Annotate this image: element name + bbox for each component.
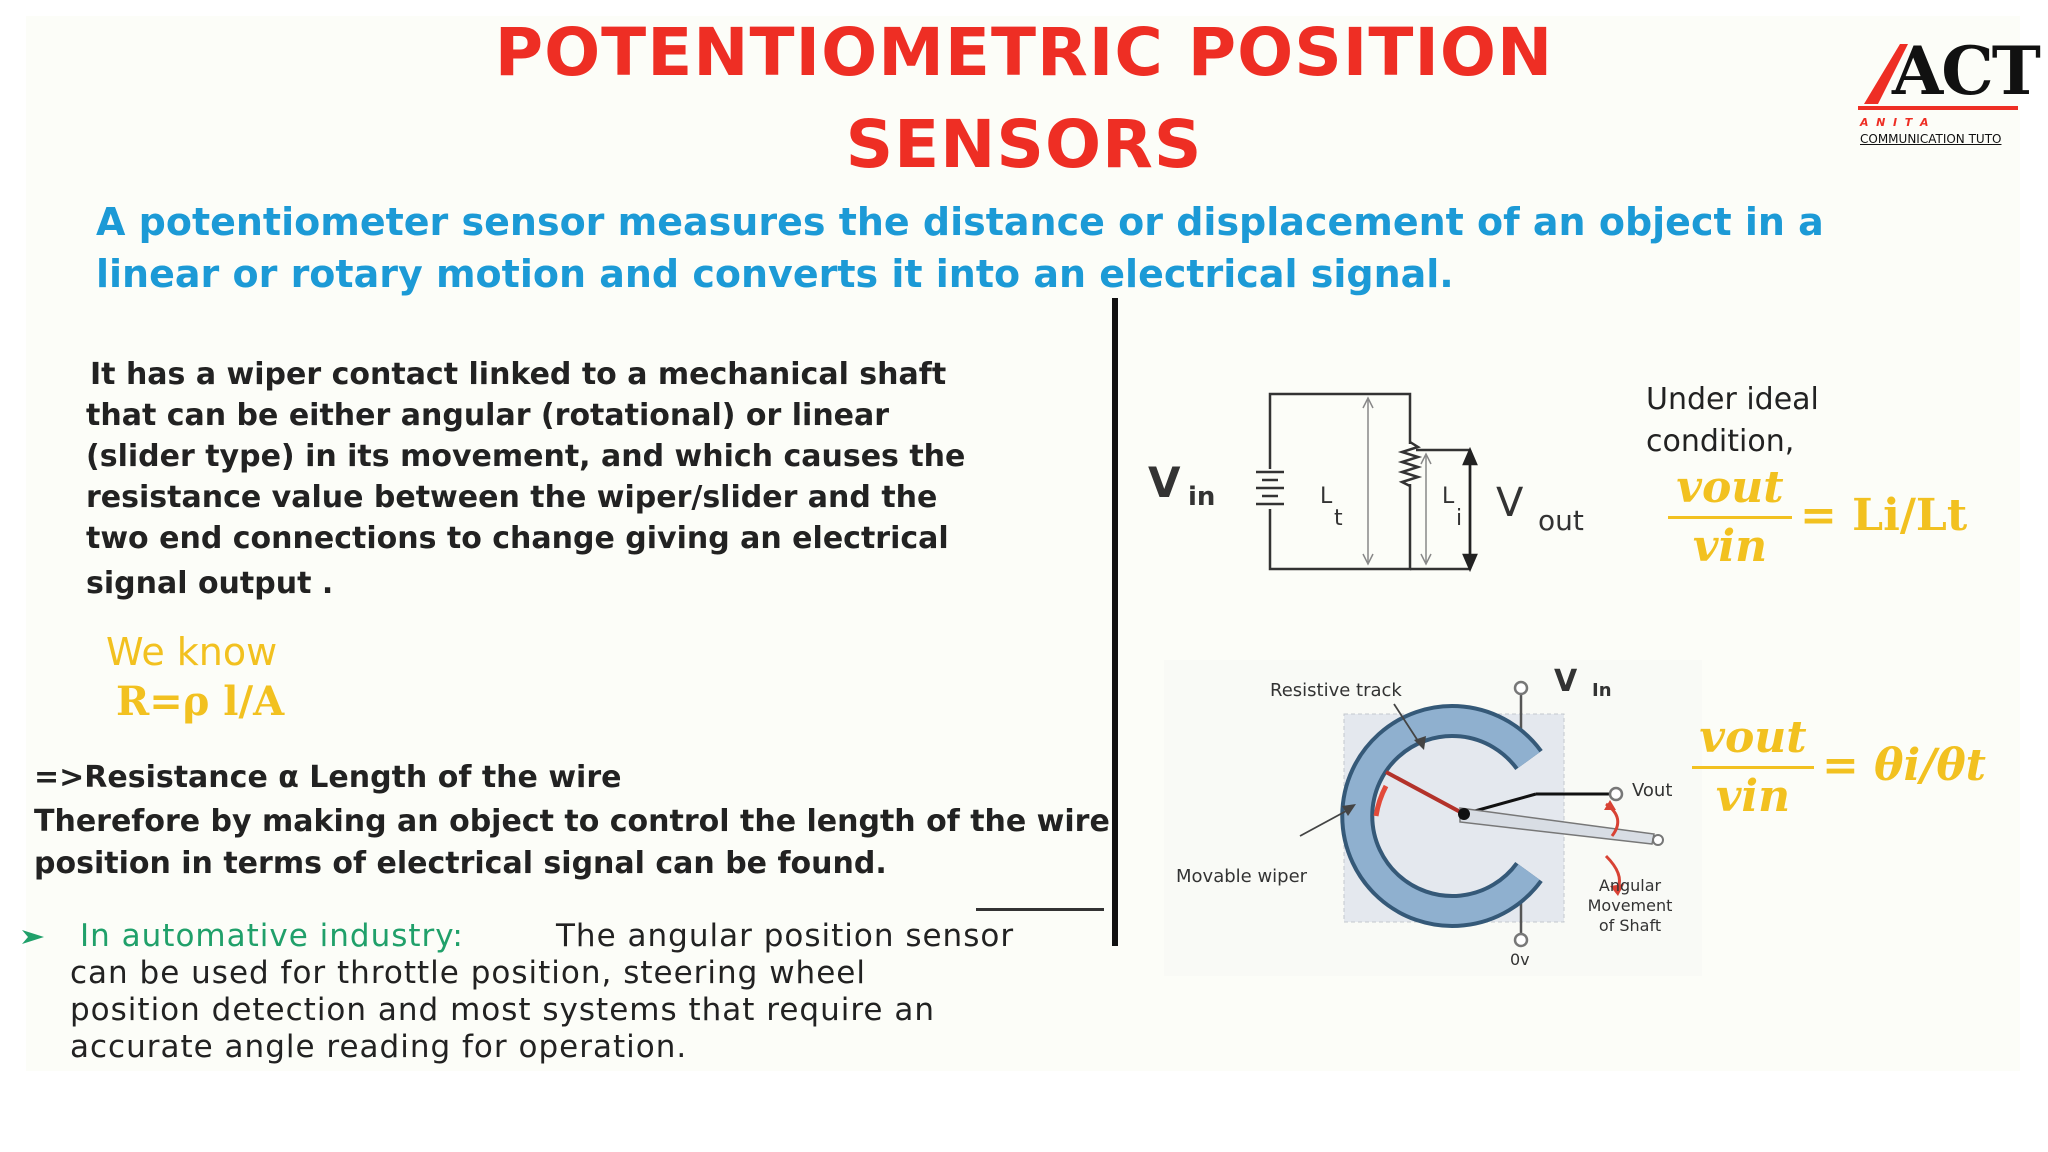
bullet-line4: accurate angle reading for operation. <box>70 1029 688 1065</box>
bullet-line2: can be used for throttle position, steering wheel <box>70 955 866 991</box>
ideal-fraction-denominator: vin <box>1692 521 1768 572</box>
subtitle-line1: A potentiometer sensor measures the distance or displacement of an object in a <box>96 200 1824 244</box>
rotary-resistive-track-label: Resistive track <box>1270 680 1402 701</box>
page-title-line2: SENSORS <box>845 106 1203 183</box>
circuit-lt-sub: t <box>1334 506 1343 531</box>
description-line: that can be either angular (rotational) or linear <box>86 398 890 433</box>
ideal-fraction <box>1668 460 1792 575</box>
ideal-condition-line1: Under ideal <box>1646 382 1819 417</box>
rotary-vin-sub: In <box>1592 680 1612 701</box>
vertical-divider <box>1112 298 1118 946</box>
ideal-fraction-numerator: vout <box>1676 462 1784 513</box>
rotary-ground-label: 0v <box>1510 950 1530 969</box>
circuit-li-label: L <box>1442 484 1455 509</box>
rotary-angular-line2: Movement <box>1587 896 1673 915</box>
bullet-line1: The angular position sensor <box>556 918 1015 954</box>
description-paragraph <box>86 354 1116 604</box>
ideal-condition-line2: condition, <box>1646 424 1795 459</box>
circuit-vout-label: V <box>1496 480 1524 526</box>
we-know-label: We know <box>106 630 278 674</box>
description-line: (slider type) in its movement, and which causes the <box>86 439 966 474</box>
description-line: two end connections to change giving an electrical <box>86 521 949 556</box>
logo-mark: ACT <box>1892 32 2039 110</box>
ideal-formula-rhs: = Li/Lt <box>1800 490 1968 541</box>
bullet-arrow-icon <box>22 928 46 946</box>
description-line: signal output . <box>86 566 334 601</box>
angle-fraction-denominator: vin <box>1715 771 1791 822</box>
circuit-vin-label: V <box>1148 458 1181 507</box>
rotary-angular-line3: of Shaft <box>1598 916 1662 935</box>
rotary-angular-movement-label <box>1580 876 1680 936</box>
rotary-movable-wiper-label: Movable wiper <box>1176 866 1308 887</box>
angle-formula-rhs: = θi/θt <box>1822 740 1986 791</box>
logo-tagline: COMMUNICATION TUTO <box>1860 132 2002 146</box>
resistance-explanation-line2: position in terms of electrical signal can be found. <box>34 846 887 881</box>
circuit-lt-label: L <box>1320 484 1333 509</box>
angle-fraction <box>1692 710 1814 825</box>
resistance-proportional: =>Resistance α Length of the wire <box>34 760 622 795</box>
decorative-line <box>976 908 1104 911</box>
bullet-heading: In automative industry: <box>80 918 464 954</box>
potentiometer-circuit-diagram <box>1230 384 1500 584</box>
subtitle-line2: linear or rotary motion and converts it into an electrical signal. <box>96 252 1454 296</box>
bullet-line3: position detection and most systems that require an <box>70 992 935 1028</box>
rotary-angular-line1: Angular <box>1598 876 1662 895</box>
resistance-formula: R=ρ l/A <box>116 678 285 725</box>
description-line: resistance value between the wiper/slider and the <box>86 480 938 515</box>
circuit-vin-sub: in <box>1188 482 1216 512</box>
rotary-vin-label: V <box>1554 664 1578 699</box>
act-logo <box>1838 24 2039 174</box>
resistance-explanation-line1: Therefore by making an object to control the length of the wire <box>34 804 1110 839</box>
circuit-vout-sub: out <box>1538 504 1584 537</box>
circuit-li-sub: i <box>1456 506 1463 531</box>
logo-letters: A N I T A <box>1860 116 1929 129</box>
angle-fraction-numerator: vout <box>1699 712 1807 763</box>
page-title-line1: POTENTIOMETRIC POSITION <box>494 14 1554 91</box>
description-line: It has a wiper contact linked to a mechanical shaft <box>90 357 947 392</box>
rotary-vout-label: Vout <box>1632 780 1673 801</box>
